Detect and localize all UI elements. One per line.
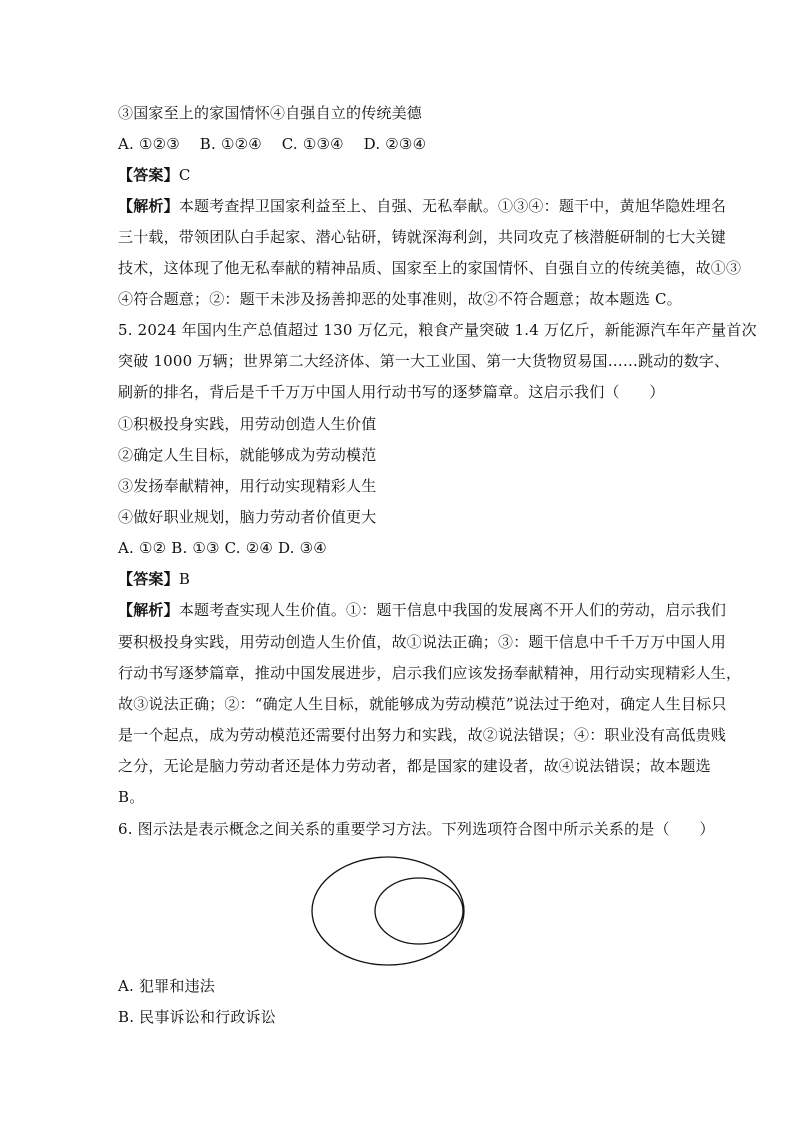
q4-analysis-line — [118, 196, 727, 216]
outer-ellipse — [312, 857, 464, 965]
analysis-text: 本题考查捍卫国家利益至上、自强、无私奉献。①③④：题干中，黄旭华隐姓埋名 — [178, 197, 727, 215]
answer-value: B — [178, 570, 191, 588]
q4-options: A. ①②③ B. ①②④ C. ①③④ D. ②③④ — [118, 135, 427, 153]
q5-stem-line: 5. 2024 年国内生产总值超过 130 万亿元，粮食产量突破 1.4 万亿斤，新能源汽车年产量首次 — [118, 321, 757, 339]
q5-analysis-line — [118, 600, 727, 620]
q5-analysis-line: 之分，无论是脑力劳动者还是体力劳动者，都是国家的建设者，故④说法错误；故本题选 — [118, 757, 711, 775]
q5-analysis-line: B。 — [118, 788, 145, 806]
q4-analysis-line: ④符合题意；②：题干未涉及扬善抑恶的处事准则，故②不符合题意；故本题选 C。 — [118, 290, 682, 308]
inner-ellipse — [375, 878, 463, 944]
q4-answer — [118, 165, 678, 185]
q4-items-3-4: ③国家至上的家国情怀④自强自立的传统美德 — [118, 104, 423, 122]
q5-item: ②确定人生目标，就能够成为劳动模范 — [118, 446, 377, 464]
q5-stem-line: 刷新的排名，背后是千千万万中国人用行动书写的逐梦篇章。这启示我们（ ） — [118, 383, 665, 401]
q5-item: ③发扬奉献精神，用行动实现精彩人生 — [118, 477, 377, 495]
q4-analysis-line: 技术，这体现了他无私奉献的精神品质、国家至上的家国情怀、自强自立的传统美德，故①③ — [118, 259, 742, 277]
q6-stem: 6. 图示法是表示概念之间关系的重要学习方法。下列选项符合图中所示关系的是（ ） — [118, 820, 715, 838]
analysis-text: 本题考查实现人生价值。①：题干信息中我国的发展离不开人们的劳动，启示我们 — [178, 601, 727, 619]
q5-item: ①积极投身实践，用劳动创造人生价值 — [118, 415, 377, 433]
q6-option-b: B. 民事诉讼和行政诉讼 — [118, 1008, 276, 1026]
analysis-tag: 【解析】 — [118, 197, 179, 215]
q5-analysis-line: 是一个起点，成为劳动模范还需要付出努力和实践，故②说法错误；④：职业没有高低贵贱 — [118, 726, 727, 744]
q5-options: A. ①② B. ①③ C. ②④ D. ③④ — [118, 539, 327, 557]
q5-analysis-line: 要积极投身实践，用劳动创造人生价值，故①说法正确；③：题干信息中千千万万中国人用 — [118, 633, 727, 651]
q5-analysis-line: 故③说法正确；②：“确定人生目标，就能够成为劳动模范”说法过于绝对，确定人生目标只 — [118, 695, 727, 713]
answer-tag: 【答案】 — [118, 166, 179, 184]
q5-analysis-line: 行动书写逐梦篇章，推动中国发展进步，启示我们应该发扬奉献精神，用行动实现精彩人生， — [118, 664, 742, 682]
q5-stem-line: 突破 1000 万辆；世界第二大经济体、第一大工业国、第一大货物贸易国……跳动的数字、 — [118, 352, 730, 370]
q5-item: ④做好职业规划，脑力劳动者价值更大 — [118, 508, 377, 526]
concept-inclusion-diagram — [310, 855, 470, 970]
answer-tag: 【答案】 — [118, 570, 179, 588]
answer-value: C — [178, 166, 191, 184]
q6-option-a: A. 犯罪和违法 — [118, 977, 215, 995]
q5-answer — [118, 569, 678, 589]
q4-analysis-line: 三十载，带领团队白手起家、潜心钻研，铸就深海利剑，共同攻克了核潜艇研制的七大关键 — [118, 228, 727, 246]
analysis-tag: 【解析】 — [118, 601, 179, 619]
